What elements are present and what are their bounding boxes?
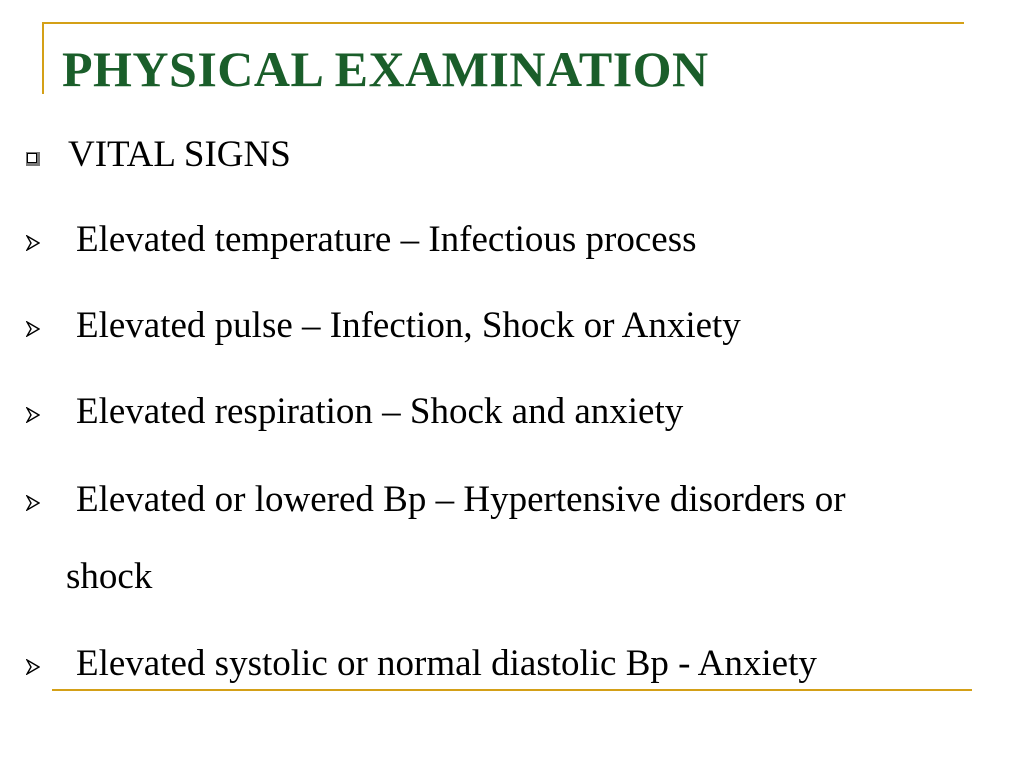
section-heading-label: VITAL SIGNS xyxy=(68,134,291,175)
arrow-right-icon xyxy=(26,390,40,434)
title-frame-top-rule xyxy=(42,22,964,24)
title-frame-left-rule xyxy=(42,22,44,94)
list-item-text: Elevated systolic or normal diastolic Bp - Anxiety xyxy=(76,643,817,684)
list-item xyxy=(26,642,946,686)
list-item-text: Elevated or lowered Bp – Hypertensive disorders or xyxy=(76,479,846,520)
list-item-continuation: shock xyxy=(66,556,153,597)
list-item-text: Elevated respiration – Shock and anxiety xyxy=(76,391,684,432)
arrow-right-icon xyxy=(26,478,40,522)
list-item-text: Elevated temperature – Infectious process xyxy=(76,219,697,260)
list-item xyxy=(26,478,986,522)
list-item xyxy=(26,390,926,434)
section-heading-vital-signs xyxy=(26,133,426,177)
footer-rule xyxy=(52,689,972,691)
list-item xyxy=(26,304,926,348)
arrow-right-icon xyxy=(26,304,40,348)
list-item-text: Elevated pulse – Infection, Shock or Anxiety xyxy=(76,305,741,346)
square-outline-icon xyxy=(26,133,40,177)
list-item xyxy=(26,218,926,262)
slide-title: PHYSICAL EXAMINATION xyxy=(62,41,709,97)
arrow-right-icon xyxy=(26,218,40,262)
arrow-right-icon xyxy=(26,642,40,686)
